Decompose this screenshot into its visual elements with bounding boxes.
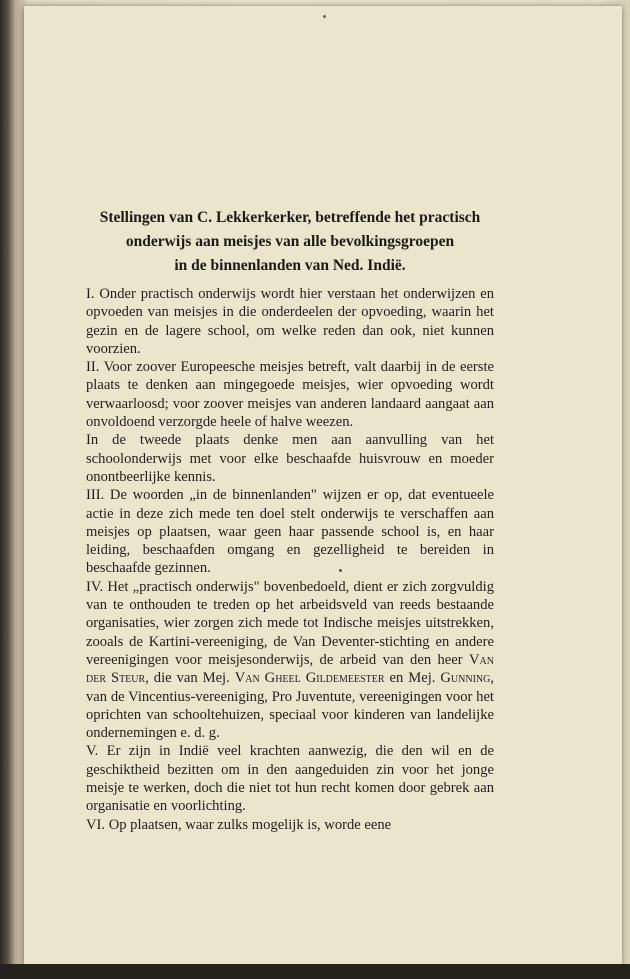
paragraph-iv-part-3: en Mej. [384,670,441,687]
paragraph-ii-continued: In de tweede plaats denke men aan aanvulling van het schoolonderwijs met voor elke beschaafde huisvrouw en moeder onontbeerlijke kennis. [86,432,494,485]
paragraph-vi: VI. Op plaatsen, waar zulks mogelijk is, worde eene [86,816,392,833]
name-van-der-steur: Van der Steur [86,651,494,687]
body-text [86,285,494,834]
title-line-1: Stellingen van C. Lekkerkerker, betreffende het practisch [99,209,481,226]
paragraph-ii: II. Voor zoover Europeesche meisjes betreft, valt daarbij in de eerste plaats te denken aan mingegoede meisjes, wier opvoeding wordt verwaarloosd; voor zoover meisjes van anderen landaard aangaat aan onvoldoend verzorgde heele of halve weezen. [86,359,494,431]
paragraph-iv-part-2: , die van Mej. [145,670,235,687]
book-gutter [0,0,26,979]
title-line-3: in de binnenlanden van Ned. Indië. [174,257,406,274]
paragraph-iv-part-1: IV. Het „practisch onderwijs" bovenbedoeld, dient er zich zorgvuldig van te onthouden te treden op het arbeidsveld van reeds bestaande organisaties, wier zorgen zich mede tot Indische meisjes uitstrekken, zooals de Kartini-vereeniging, de Van Deventer-stichting en andere vereenigingen voor meisjesonderwijs, de arbeid van den heer [86,578,494,668]
page-mark [323,15,326,18]
name-gunning: Gunning [440,670,491,687]
paragraph-iii: III. De woorden „in de binnenlanden" wijzen er op, dat eventueele actie in deze zich mede ten doel stelt onderwijs te verschaffen aan meisjes op plaatsen, waar geen haar passende school is, en haar leiding, beschaafden omgang en gezelligheid te bereiden in beschaafde gezinnen. [86,487,494,577]
paragraph-v: V. Er zijn in Indië veel krachten aanwezig, die den wil en de geschiktheid bezitten om in den aangeduiden zin voor het jonge meisje te werken, doch die niet tot hun recht komen door gebrek aan organisatie en voorlichting. [86,743,494,815]
paragraph-iv-part-4: , van de Vincentius-vereeniging, Pro Juventute, vereenigingen voor het oprichten van schooltehuizen, speciaal voor kinderen van landelijke ondernemingen e. d. g. [86,670,494,742]
paragraph-i: I. Onder practisch onderwijs wordt hier verstaan het onderwijzen en opvoeden van meisjes in die onderdeelen der opvoeding, waarin het gezin en de lagere school, om welke reden dan ook, niet kunnen voorzien. [86,286,494,357]
document-title [80,206,500,278]
paragraph-iv [86,578,494,743]
title-line-2: onderwijs aan meisjes van alle bevolkingsgroepen [125,233,455,250]
name-van-gheel-gildemeester: Van Gheel Gildemeester [234,670,385,687]
scan-bottom-edge [0,964,630,979]
ink-speck [339,569,342,572]
